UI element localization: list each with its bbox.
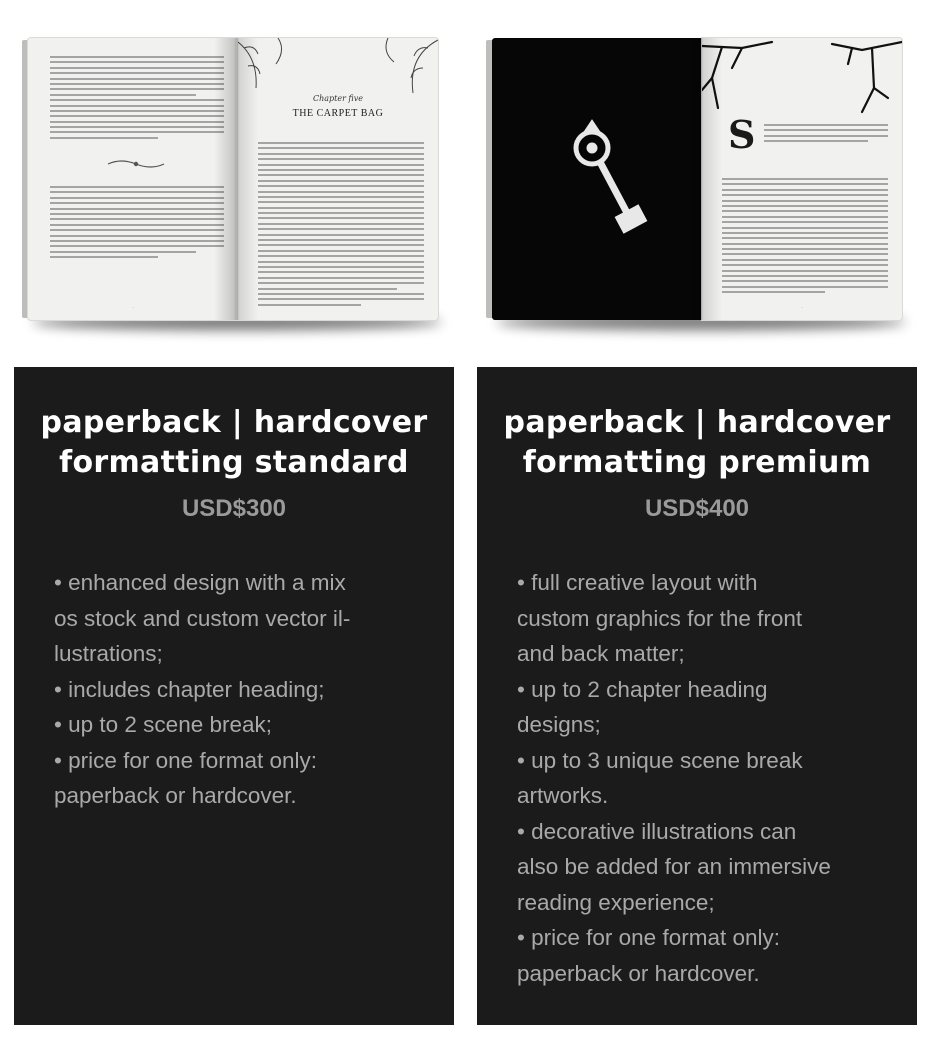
feature-line: • includes chapter heading; xyxy=(54,676,325,702)
body-text-block xyxy=(50,56,224,142)
feature-line: designs; xyxy=(517,712,601,737)
body-text-block-4 xyxy=(722,178,888,297)
plan-title xyxy=(477,403,917,483)
feature-line: • price for one format only: xyxy=(517,925,780,950)
chapter-script-label: Chapter five xyxy=(312,94,364,103)
feature-line: • up to 3 unique scene break xyxy=(517,747,803,773)
feature-line: • decorative illustrations can xyxy=(517,818,797,844)
left-page xyxy=(28,38,238,320)
feature-line: • enhanced design with a mix xyxy=(54,570,346,595)
chapter-title: THE CARPET BAG xyxy=(292,108,384,119)
feature-line: • up to 2 scene break; xyxy=(54,712,273,737)
floral-ornament-icon xyxy=(238,38,438,98)
feature-line: also be added for an immersive xyxy=(517,854,831,879)
feature-line: custom graphics for the front xyxy=(517,605,803,631)
feature-line: • full creative layout with xyxy=(517,570,758,595)
feature-line: • price for one format only: xyxy=(54,747,317,773)
plan-title xyxy=(14,403,454,483)
feature-line: reading experience; xyxy=(517,889,715,915)
feature-line: • up to 2 chapter heading xyxy=(517,676,768,702)
italic-intro-block xyxy=(764,124,888,146)
plan-price: USD$400 xyxy=(644,495,750,522)
plan-title-line1: paperback | hardcover xyxy=(503,405,891,440)
page-number: · xyxy=(801,305,803,310)
feature-line: artworks. xyxy=(517,783,609,808)
plan-title-line2: formatting standard xyxy=(59,445,409,480)
ornate-key-icon xyxy=(562,118,652,248)
body-text-block-2 xyxy=(50,186,224,261)
right-page xyxy=(702,38,902,320)
right-page xyxy=(238,38,438,320)
feature-line: os stock and custom vector il- xyxy=(54,605,351,631)
plan-title-line2: formatting premium xyxy=(522,445,872,480)
feature-list xyxy=(54,565,424,814)
plan-price: USD$300 xyxy=(181,495,287,522)
feature-line: and back matter; xyxy=(517,641,685,666)
standard-plan-card xyxy=(14,367,454,1025)
feature-list xyxy=(517,565,887,991)
feature-line: lustrations; xyxy=(54,641,163,666)
feature-line: paperback or hardcover. xyxy=(54,783,297,808)
premium-plan-card xyxy=(477,367,917,1025)
scene-break-ornament-icon xyxy=(106,158,166,170)
page-number: · xyxy=(132,305,134,310)
premium-book-mockup xyxy=(482,30,912,340)
dropcap-letter: S xyxy=(728,112,756,157)
plan-title-line1: paperback | hardcover xyxy=(40,405,428,440)
body-text-block-3 xyxy=(258,142,424,309)
left-page-black xyxy=(492,38,702,320)
standard-book-mockup xyxy=(18,30,448,340)
feature-line: paperback or hardcover. xyxy=(517,960,760,986)
branches-ornament-icon xyxy=(702,38,902,118)
